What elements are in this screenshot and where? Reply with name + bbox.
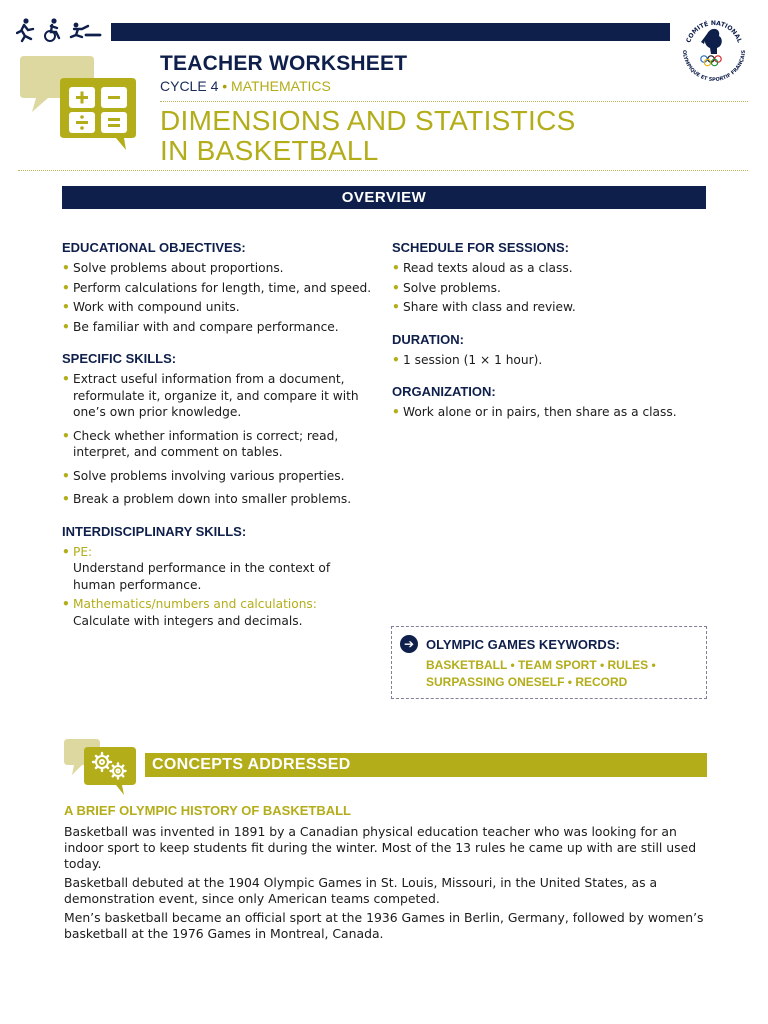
list-item: • Check whether information is correct; read, interpret, and comment on tables.: [62, 428, 372, 461]
history-heading: A BRIEF OLYMPIC HISTORY OF BASKETBALL: [64, 803, 351, 818]
header-divider-top: [160, 101, 748, 102]
schedule-list: [392, 260, 712, 316]
schedule-heading: SCHEDULE FOR SESSIONS:: [392, 240, 569, 255]
overview-banner: OVERVIEW: [62, 186, 706, 209]
top-banner-bar: [111, 23, 670, 41]
list-item: • Be familiar with and compare performance.: [62, 319, 372, 336]
objectives-list: [62, 260, 372, 335]
history-paragraph: Basketball was invented in 1891 by a Canadian physical education teacher who was looking for an indoor sport to keep students fit during the winter. Most of the 13 rules he came up with are still used today.: [64, 824, 697, 871]
organization-list: [392, 404, 712, 421]
header-divider-bottom: [18, 170, 748, 171]
overview-left-column: [62, 233, 372, 632]
keywords-heading: OLYMPIC GAMES KEYWORDS:: [426, 636, 620, 652]
list-item: • Work alone or in pairs, then share as a class.: [392, 404, 712, 421]
list-item: • 1 session (1 × 1 hour).: [392, 352, 712, 369]
list-item: • Read texts aloud as a class.: [392, 260, 712, 277]
list-item: • Work with compound units.: [62, 299, 372, 316]
interdisciplinary-text: Calculate with integers and decimals.: [73, 613, 303, 628]
list-item: • Break a problem down into smaller problems.: [62, 491, 372, 508]
svg-text:COMITÉ NATIONAL: COMITÉ NATIONAL: [685, 19, 743, 44]
cycle-label: CYCLE 4: [160, 78, 219, 94]
list-item: • Solve problems.: [392, 280, 712, 297]
sports-pictograms-icon: [16, 17, 102, 43]
duration-heading: DURATION:: [392, 331, 464, 347]
history-paragraph: Men’s basketball became an official sport at the 1936 Games in Berlin, Germany, followed by women’s basketball at the 1976 Games in Montreal, Canada.: [64, 910, 704, 941]
list-item: • Extract useful information from a document, reformulate it, organize it, and compare it with one’s own prior knowledge.: [62, 371, 372, 421]
worksheet-header: [160, 53, 720, 95]
subject-label: MATHEMATICS: [231, 78, 331, 94]
list-item: [62, 544, 372, 594]
keywords-box: [391, 626, 707, 699]
gears-icon: [62, 737, 140, 797]
concepts-banner: CONCEPTS ADDRESSED: [145, 753, 707, 777]
skills-heading: SPECIFIC SKILLS:: [62, 351, 177, 366]
interdisciplinary-label: • Mathematics/numbers and calculations:: [73, 597, 317, 611]
duration-list: [392, 352, 712, 369]
history-section: [64, 803, 710, 945]
list-item: • Share with class and review.: [392, 299, 712, 316]
math-operations-icon: [18, 50, 142, 152]
overview-right-column: [392, 233, 712, 424]
list-item: [62, 596, 372, 629]
worksheet-title: TEACHER WORKSHEET: [160, 52, 408, 75]
list-item: • Solve problems about proportions.: [62, 260, 372, 277]
interdisciplinary-list: [62, 544, 372, 630]
cycle-separator: •: [222, 78, 228, 94]
svg-text:OLYMPIQUE ET SPORTIF FRANÇAIS: OLYMPIQUE ET SPORTIF FRANÇAIS: [680, 49, 748, 83]
interdisciplinary-heading: INTERDISCIPLINARY SKILLS:: [62, 523, 247, 539]
skills-list: [62, 371, 372, 508]
objectives-heading: EDUCATIONAL OBJECTIVES:: [62, 240, 246, 255]
page-title: DIMENSIONS AND STATISTICS IN BASKETBALL: [160, 105, 576, 166]
list-item: • Perform calculations for length, time, and speed.: [62, 280, 372, 297]
arrow-right-icon: ➔: [400, 635, 418, 653]
interdisciplinary-text: Understand performance in the context of human performance.: [73, 561, 331, 592]
list-item: • Solve problems involving various properties.: [62, 468, 372, 485]
cycle-subject-line: [160, 78, 720, 95]
keywords-header: [400, 635, 620, 653]
keywords-list: BASKETBALL • TEAM SPORT • RULES • SURPASSING ONESELF • RECORD: [426, 658, 656, 689]
history-paragraph: Basketball debuted at the 1904 Olympic Games in St. Louis, Missouri, in the United States, as a demonstration event, since only American teams competed.: [64, 875, 658, 906]
organization-heading: ORGANIZATION:: [392, 384, 496, 399]
interdisciplinary-label: • PE:: [73, 544, 93, 559]
